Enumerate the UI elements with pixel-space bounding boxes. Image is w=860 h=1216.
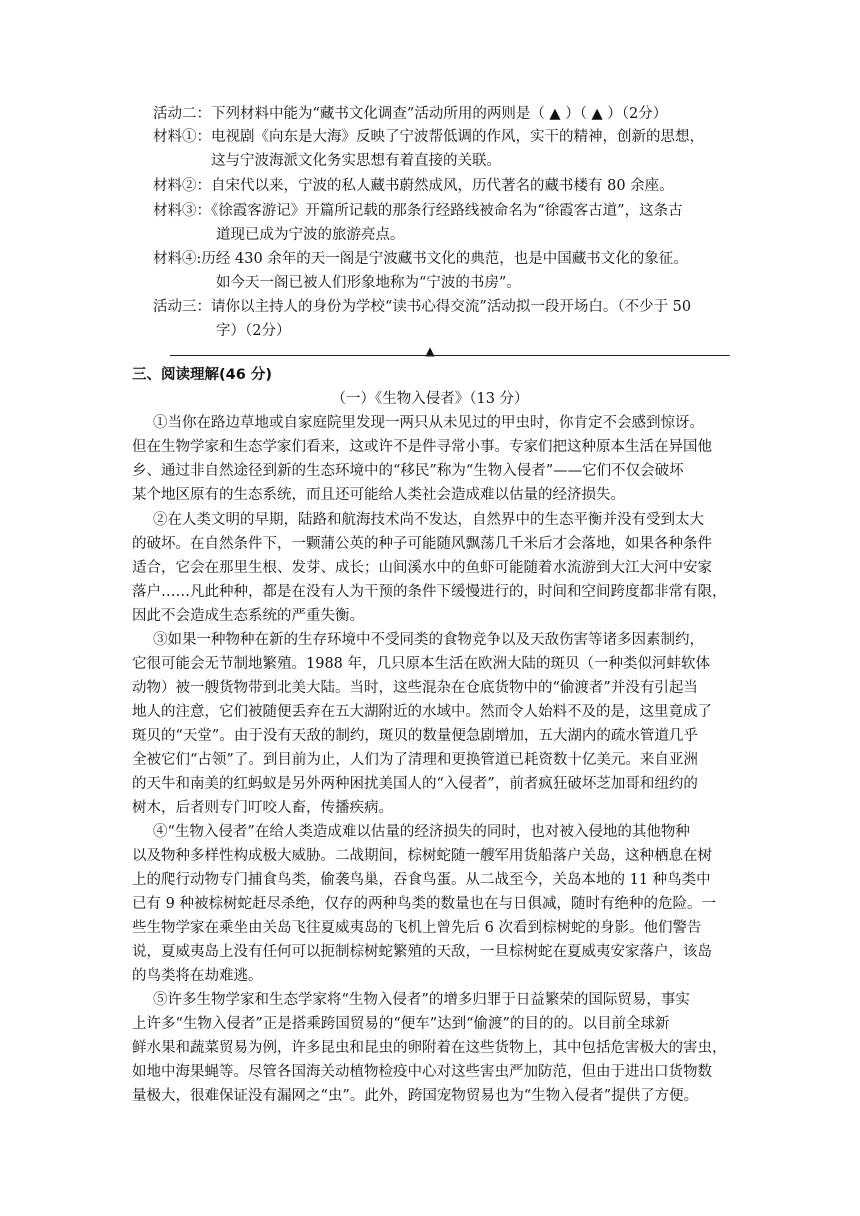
para4-line3: 上的爬行动物专门捕食鸟类，偷袭鸟巢，吞食鸟蛋。从二战至今，关岛本地的 11 种鸟类中: [132, 872, 711, 888]
para2-line5: 因此不会造成生态系统的严重失衡。: [132, 608, 364, 624]
para2-line4: 落户……凡此种种，都是在没有人为干预的条件下缓慢进行的，时间和空间跨度都非常有限，: [132, 584, 727, 600]
material-2: 材料②：自宋代以来，宁波的私人藏书蔚然成风，历代著名的藏书楼有 80 余座。: [153, 178, 674, 194]
para1-line3: 乡、通过非自然途径到新的生态环境中的“移民”称为“生物入侵者”——它们不仅会破坏: [132, 463, 684, 479]
para5-line3: 鲜水果和蔬菜贸易为例，许多昆虫和昆虫的卵附着在这些货物上，其中包括危害极大的害虫，: [132, 1040, 727, 1056]
para1-line1: ①当你在路边草地或自家庭院里发现一两只从未见过的甲虫时，你肯定不会感到惊讶。: [153, 415, 704, 431]
material-3-line-1: 材料③：《徐霞客游记》开篇所记载的那条行经路线被命名为“徐霞客古道”，这条古: [153, 203, 683, 219]
material-4-line-1: 材料④:历经 430 余年的天一阁是宁波藏书文化的典范，也是中国藏书文化的象征。: [153, 251, 688, 267]
para5-line5: 量极大，很难保证没有漏网之“虫”。此外，跨国宠物贸易也为“生物入侵者”提供了方便。: [132, 1088, 699, 1104]
para3-line5: 斑贝的“天堂”。由于没有天敌的制约，斑贝的数量便急剧增加，五大湖内的疏水管道几乎: [132, 728, 698, 744]
para4-line4: 已有 9 种被棕树蛇赶尽杀绝，仅存的两种鸟类的数量也在与日俱减，随时有绝种的危险。一: [132, 896, 716, 912]
para3-line1: ③如果一种物种在新的生存环境中不受同类的食物竞争以及天敌伤害等诸多因素制约，: [153, 632, 704, 648]
para2-line1: ②在人类文明的早期，陆路和航海技术尚不发达，自然界中的生态平衡并没有受到太大: [153, 512, 704, 528]
para5-line2: 上许多“生物入侵者”正是搭乘跨国贸易的“便车”达到“偷渡”的目的的。以目前全球新: [132, 1016, 670, 1032]
para3-line4: 地人的注意，它们被随便丢弃在五大湖附近的水域中。然而令人始料不及的是，这里竟成了: [132, 704, 712, 720]
para1-line2: 但在生物学家和生态学家们看来，这或许不是件寻常小事。专家们把这种原本生活在异国他: [132, 439, 712, 455]
answer-line: [170, 355, 730, 356]
material-3-line-2: 道现已成为宁波的旅游亮点。: [216, 227, 405, 243]
activity-two: 活动二：下列材料中能为“藏书文化调查”活动所用的两则是（ ▲ ）（ ▲ ）（2分）: [153, 106, 668, 122]
passage-title: （一）《生物入侵者》（13 分）: [331, 391, 529, 407]
para3-line7: 的天牛和南美的红蚂蚁是另外两种困扰美国人的“入侵者”，前者疯狂破坏芝加哥和纽约的: [132, 776, 698, 792]
para3-line6: 全被它们“占领”了。到目前为止，人们为了清理和更换管道已耗资数十亿美元。来自亚洲: [132, 752, 698, 768]
para3-line3: 动物）被一艘货物带到北美大陆。当时，这些混杂在仓底货物中的“偷渡者”并没有引起当: [132, 680, 698, 696]
para4-line7: 的鸟类将在劫难逃。: [132, 968, 263, 984]
material-4-line-2: 如今天一阁已被人们形象地称为“宁波的书房”。: [216, 275, 521, 291]
section-heading: 三、阅读理解(46 分): [132, 367, 272, 383]
activity-three-line-1: 活动三：请你以主持人的身份为学校“读书心得交流”活动拟一段开场白。（不少于 50: [153, 299, 692, 315]
para2-line3: 适合，它会在那里生根、发芽、成长；山间溪水中的鱼虾可能随着水流游到大江大河中安家: [132, 560, 712, 576]
para5-line4: 如地中海果蝇等。尽管各国海关动植物检疫中心对这些害虫严加防范，但由于进出口货物数: [132, 1064, 712, 1080]
para4-line1: ④“生物入侵者”在给人类造成难以估量的经济损失的同时，也对被入侵地的其他物种: [153, 824, 690, 840]
answer-mark: ▲: [425, 344, 435, 358]
para4-line6: 说，夏威夷岛上没有任何可以扼制棕树蛇繁殖的天敌，一旦棕树蛇在夏威夷安家落户，该岛: [132, 944, 712, 960]
para3-line8: 树木，后者则专门叮咬人畜，传播疾病。: [132, 800, 393, 816]
material-1-line-2: 这与宁波海派文化务实思想有着直接的关联。: [211, 153, 501, 169]
activity-three-line-2: 字）（2分）: [216, 323, 291, 339]
para5-line1: ⑤许多生物学家和生态学家将“生物入侵者”的增多归罪于日益繁荣的国际贸易，事实: [153, 992, 690, 1008]
para4-line5: 些生物学家在乘坐由关岛飞往夏威夷岛的飞机上曾先后 6 次看到棕树蛇的身影。他们警告: [132, 920, 702, 936]
para3-line2: 它很可能会无节制地繁殖。1988 年，几只原本生活在欧洲大陆的斑贝（一种类似河蚌软体: [132, 656, 711, 672]
para2-line2: 的破坏。在自然条件下，一颗蒲公英的种子可能随风飘荡几千米后才会落地，如果各种条件: [132, 536, 712, 552]
para1-line4: 某个地区原有的生态系统，而且还可能给人类社会造成难以估量的经济损失。: [132, 487, 625, 503]
para4-line2: 以及物种多样性构成极大威胁。二战期间，棕树蛇随一艘军用货船落户关岛，这种栖息在树: [132, 848, 712, 864]
material-1-line-1: 材料①：电视剧《向东是大海》反映了宁波帮低调的作风，实干的精神，创新的思想，: [153, 129, 704, 145]
